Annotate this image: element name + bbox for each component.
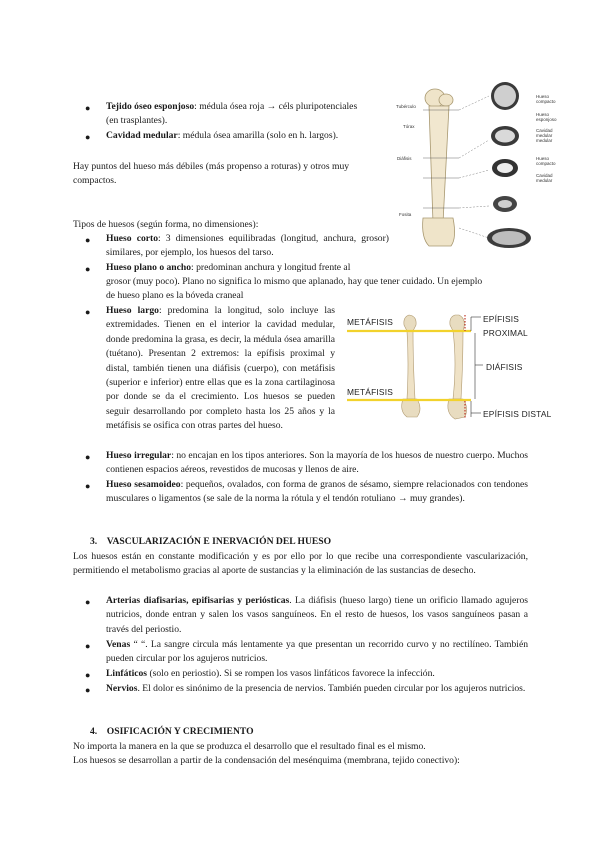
label-epifisis-proximal: EPÍFISIS PROXIMAL bbox=[483, 314, 528, 339]
bullet-icon: ● bbox=[85, 685, 91, 695]
list-item-tejido-esponjoso: Tejido óseo esponjoso: médula ósea roja → céls pluripotenciales (en trasplantes). bbox=[106, 101, 358, 127]
list-item-hueso-irregular: Hueso irregular: no encajan en los tipos anteriores. Son la mayoría de los huesos de nuestro cuerpo. Muchos contienen espacios aéreos, revestidos de mucosas y llenos de aire. bbox=[106, 450, 529, 476]
fig1-label-fosita: Fosita bbox=[399, 212, 412, 217]
fig1-label-compacto-2: Hueso compacto bbox=[536, 156, 556, 166]
section-4-line-2: Los huesos se desarrollan a partir de la condensación del mesénquima (membrana, tejido conectivo): bbox=[73, 755, 460, 766]
bullet-icon: ● bbox=[85, 597, 91, 607]
list-item-hueso-plano: Hueso plano o ancho: predominan anchura y longitud frente al bbox=[106, 262, 351, 273]
list-item-nervios: Nervios. El dolor es sinónimo de la presencia de nervios. También pueden circular por los agujeros nutricios. bbox=[106, 683, 526, 694]
section-3-intro: Los huesos están en constante modificación y es por ello por lo que recibe una correspondiente vascularización, permitiendo el metabolismo gracias al aporte de sustancias y la eliminación de las sustancias de desecho. bbox=[73, 551, 528, 577]
fig1-label-compacto-1: Hueso compacto bbox=[536, 94, 556, 104]
section-4-line-1: No importa la manera en la que se produzca el desarrollo que el resultado final es el mismo. bbox=[73, 741, 426, 752]
fig1-label-cavidad-2: Cavidad medular bbox=[536, 173, 553, 183]
list-item-cavidad-medular: Cavidad medular: médula ósea amarilla (solo en h. largos). bbox=[106, 130, 339, 141]
list-item-hueso-corto: Hueso corto: 3 dimensiones equilibradas (longitud, anchura, grosor) similares, por ejemplo, los huesos del tarso. bbox=[106, 233, 389, 259]
humerus-cross-section-figure bbox=[393, 78, 563, 260]
list-item-hueso-sesamoideo: Hueso sesamoideo: pequeños, ovalados, con forma de granos de sésamo, siempre relacionados con tendones musculares o ligamentos (se sale de la norma la rótula y el tendón rotuliano → muy grandes). bbox=[106, 479, 528, 505]
label-diafisis: DIÁFISIS bbox=[486, 362, 523, 372]
list-item-linfaticos: Linfáticos (solo en periostio). Si se rompen los vasos linfáticos favorece la infección. bbox=[106, 668, 435, 679]
list-item-hueso-plano-cont: grosor (muy poco). Plano no significa lo mismo que aplanado, hay que tener cuidado. Un ejemplo de hueso plano es la bóveda craneal bbox=[106, 276, 483, 302]
section-3-heading: 3. VASCULARIZACIÓN E INERVACIÓN DEL HUESO bbox=[90, 536, 332, 547]
bullet-icon: ● bbox=[85, 132, 91, 142]
bullet-icon: ● bbox=[85, 670, 91, 680]
fig1-label-torax: Tórax bbox=[403, 124, 415, 129]
label-metafisis-top: METÁFISIS bbox=[347, 317, 394, 327]
bullet-icon: ● bbox=[85, 307, 91, 317]
fig1-label-diafisis: Diáfisis bbox=[397, 156, 412, 161]
long-bone-parts-figure bbox=[347, 313, 565, 425]
label-metafisis-bottom: METÁFISIS bbox=[347, 387, 394, 397]
fig1-label-tuberculo: Tubérculo bbox=[396, 104, 416, 109]
bullet-icon: ● bbox=[85, 264, 91, 274]
fig1-label-esponjoso: Hueso esponjoso bbox=[536, 112, 557, 122]
humerus-diagram bbox=[393, 78, 563, 260]
bullet-icon: ● bbox=[85, 481, 91, 491]
bullet-icon: ● bbox=[85, 452, 91, 462]
paragraph-tipos-intro: Tipos de huesos (según forma, no dimensiones): bbox=[73, 219, 259, 230]
list-item-hueso-largo: Hueso largo: predomina la longitud, solo incluye las extremidades. Tienen en el interior la cavidad medular, donde predomina la grasa, es decir, la médula ósea amarilla (tuétano). Presentan 2 extremos: la epífisis proximal y distal, también tienen una diáfisis (cuerpo), con metáfisis (superior e inferior) entre ellas que es la zona cartilaginosa por donde se da el crecimiento. Los huesos se pueden seguir desarrollando por completo hasta los 25 años y la metáfisis se osifica con otras partes del hueso. bbox=[106, 305, 335, 432]
label-epifisis-distal: EPÍFISIS DISTAL bbox=[483, 409, 552, 419]
bullet-icon: ● bbox=[85, 235, 91, 245]
bullet-icon: ● bbox=[85, 641, 91, 651]
bullet-icon: ● bbox=[85, 103, 91, 113]
list-item-arterias: Arterias diafisarias, epifisarias y periósticas. La diáfisis (hueso largo) tiene un orificio llamado agujeros nutricios, donde entran y salen los vasos sanguíneos. En el resto de huesos, los vasos sanguíneos pasan a través del periostio. bbox=[106, 595, 529, 635]
fig1-label-cavidad-1: Cavidad medular medular bbox=[536, 128, 553, 143]
section-4-heading: 4. OSIFICACIÓN Y CRECIMIENTO bbox=[90, 726, 254, 737]
paragraph-puntos: Hay puntos del hueso más débiles (más propenso a roturas) y otros muy compactos. bbox=[73, 161, 350, 187]
list-item-venas: Venas “ “. La sangre circula más lentamente ya que presentan un recorrido curvo y no rectilíneo. También pueden circular por los agujeros nutricios. bbox=[106, 639, 528, 665]
